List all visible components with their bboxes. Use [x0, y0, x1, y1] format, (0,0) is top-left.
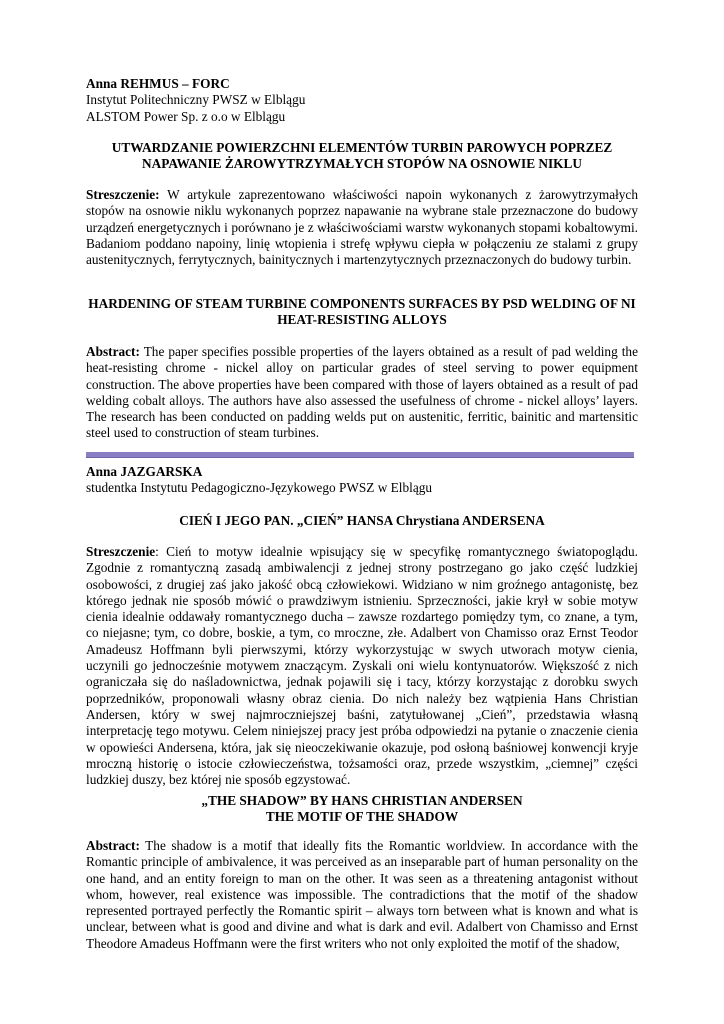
article2-affiliation: studentka Instytutu Pedagogiczno-Językowego PWSZ w Elblągu — [86, 480, 433, 496]
section-divider — [86, 452, 634, 458]
article1-author: Anna REHMUS – FORC — [86, 76, 230, 91]
article2-author: Anna JAZGARSKA — [86, 464, 203, 479]
article1-abstract-en-label: Abstract: — [86, 344, 140, 359]
article2-title-en-line1: „THE SHADOW” BY HANS CHRISTIAN ANDERSEN — [201, 793, 523, 808]
article1-affiliation-2: ALSTOM Power Sp. z o.o w Elblągu — [86, 108, 286, 124]
article2-abstract-pl-label: Streszczenie — [86, 544, 156, 559]
article2-abstract-pl — [86, 544, 638, 788]
article2-header — [86, 464, 638, 497]
article2-abstract-en-text: The shadow is a motif that ideally fits the Romantic worldview. In accordance with the Romantic principle of ambivalence, it was perceived as an inseparable part of human personality on the one hand, and an entity foreign to man on the other. It was seen as a threatening antagonist without whom, however, real existence was impossible. The contradictions that the motif of the shadow represented portrayed perfectly the Romantic spirit – always torn between what is known and what is unclear, between what is good and divine and what is dark and evil. Adalbert von Chamisso and Ernst Theodore Amadeus Hoffmann were the first writers who not only exploited the motif of the shadow, — [86, 838, 638, 951]
article1-title-en: HARDENING OF STEAM TURBINE COMPONENTS SURFACES BY PSD WELDING OF NI HEAT-RESISTING ALLOYS — [88, 296, 636, 328]
article1-abstract-pl — [86, 187, 638, 268]
article2-title-en-line2: THE MOTIF OF THE SHADOW — [265, 809, 459, 825]
article1-title-pl: UTWARDZANIE POWIERZCHNI ELEMENTÓW TURBIN PAROWYCH POPRZEZ NAPAWANIE ŻAROWYTRZYMAŁYCH STOPÓW NA OSNOWIE NIKLU — [111, 140, 613, 172]
article1-header — [86, 76, 638, 125]
article2-title-pl: CIEŃ I JEGO PAN. „CIEŃ” HANSA Chrystiana ANDERSENA — [179, 513, 545, 528]
article2-abstract-en-label: Abstract: — [86, 838, 140, 853]
article1-abstract-en-text: The paper specifies possible properties of the layers obtained as a result of pad welding the heat-resisting chrome - nickel alloy on particular grades of steel serving to power equipment construction. The above properties have been compared with those of layers obtained as a result of pad welding cobalt alloys. The authors have also assessed the usefulness of chrome - nickel alloys’ layers. The research has been conducted on padding welds put on austenitic, ferritic, bainitic and martensitic steel used to construction of steam turbines. — [86, 344, 638, 441]
article1-abstract-pl-label: Streszczenie: — [86, 187, 160, 202]
article2-abstract-en — [86, 838, 638, 952]
article1-abstract-en — [86, 344, 638, 442]
article2-title-en — [86, 793, 638, 826]
article1-affiliation-1: Instytut Politechniczny PWSZ w Elblągu — [86, 92, 306, 108]
article1-abstract-pl-text: W artykule zaprezentowano właściwości napoin wykonanych z żarowytrzymałych stopów na osnowie niklu wykonanych poprzez napawanie na wybrane stale przeznaczone do budowy urządzeń energetycznych i porównano je z właściwościami warstw wykonanych stopami kobaltowymi. Badaniom poddano napoiny, linię wtopienia i strefę wpływu ciepła w połączeniu ze stalami z grupy austenitycznych, ferrytycznych, bainitycznych i martenzytycznych przeznaczonych do budowy turbin. — [86, 187, 638, 268]
article2-abstract-pl-text: : Cień to motyw idealnie wpisujący się w specyfikę romantycznego światopoglądu. Zgodnie z romantyczną zasadą ambiwalencji z jednej strony postrzegano go jako część ludzkiej osobowości, z drugiej zaś jako jakość obcą człowiekowi. Widziano w nim groźnego antagonistę, bez którego jednak nie sposób mówić o prawdziwym istnieniu. Sprzeczności, jakie krył w sobie motyw cienia idealnie oddawały romantycznego ducha – zawsze rozdartego pomiędzy tym, co znane, a tym, co niejasne; tym, co dobre, boskie, a tym, co mroczne, złe. Adalbert von Chamisso oraz Ernst Teodor Amadeusz Hoffmann byli pierwszymi, którzy wykorzystując w swych utworach motyw cienia, uczynili go jednocześnie motywem znaczącym. Zyskali oni wielu kontynuatorów. Większość z nich ograniczała się do naśladownictwa, jednak pojawili się i tacy, którzy korzystając z dorobku swych poprzedników, proponowali własny obraz cienia. Do nich należy bez wątpienia Hans Christian Andersen, który w swej najmroczniejszej baśni, zatytułowanej „Cień”, przedstawia własną interpretację tego motywu. Celem niniejszej pracy jest próba odpowiedzi na pytanie o znaczenie cienia w opowieści Andersena, która, jak się nieoczekiwanie okazuje, pod osłoną baśniowej konwencji kryje mroczną historię o istocie człowieczeństwa, tożsamości oraz, przede wszystkim, „ciemnej” części ludzkiej duszy, bez której nie sposób egzystować. — [86, 544, 638, 788]
